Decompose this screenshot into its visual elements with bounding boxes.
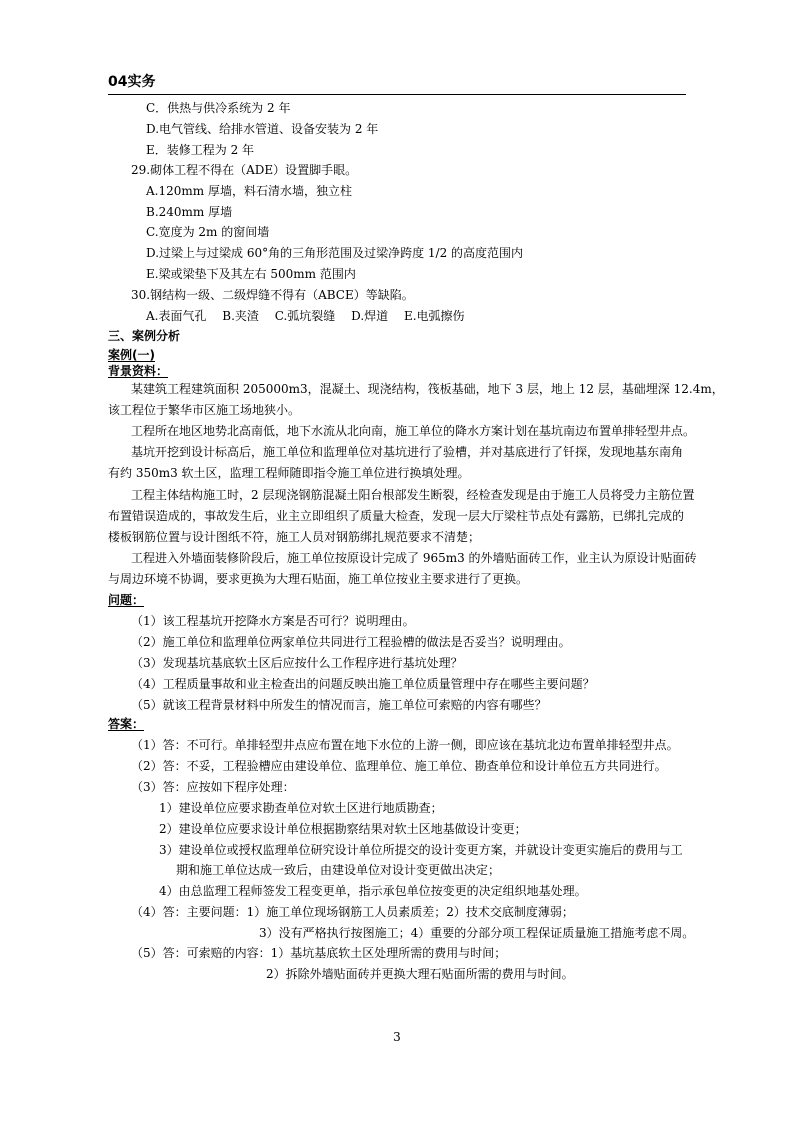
background-line: 工程所在地区地势北高南低，地下水流从北向南，施工单位的降水方案计划在基坑南边布置单排轻型井点。 <box>131 424 696 438</box>
background-line: 该工程位于繁华市区施工场地狭小。 <box>108 403 301 417</box>
question-29-option-a: A.120mm 厚墙，料石清水墙，独立柱 <box>146 184 352 198</box>
answer-step: 2）建设单位应要求设计单位根据勘察结果对软土区地基做设计变更； <box>159 822 527 836</box>
question-30-stem: 30.钢结构一级、二级焊缝不得有（ABCE）等缺陷。 <box>131 288 414 302</box>
answer-item: （4）答：主要问题：1）施工单位现场钢筋工人员素质差；2）技术交底制度薄弱； <box>131 905 574 919</box>
background-line: 基坑开挖到设计标高后，施工单位和监理单位对基坑进行了验槽，并对基底进行了钎探，发现地基东南角 <box>131 445 684 459</box>
page-number: 3 <box>393 1030 401 1044</box>
answer-item-continued: 2）拆除外墙贴面砖并更换大理石贴面所需的费用与时间。 <box>266 967 574 981</box>
question-30-options: A.表面气孔 B.夹渣 C.弧坑裂缝 D.焊道 E.电弧擦伤 <box>146 309 465 323</box>
question-29-stem: 29.砌体工程不得在（ADE）设置脚手眼。 <box>131 163 358 177</box>
question-29-option-c: C.宽度为 2m 的窗间墙 <box>146 225 270 239</box>
answer-item: （5）答：可索赔的内容：1）基坑基底软土区处理所需的费用与时间； <box>131 946 507 960</box>
questions-label: 问题： <box>108 593 145 607</box>
question-item: （4）工程质量事故和业主检查出的问题反映出施工单位质量管理中存在哪些主要问题？ <box>131 677 595 691</box>
question-item: （2）施工单位和监理单位两家单位共同进行工程验槽的做法是否妥当？说明理由。 <box>131 635 571 649</box>
background-line: 布置错误造成的，事故发生后，业主立即组织了质量大检查，发现一层大厅梁柱节点处有露筋，已绑扎完成的 <box>108 509 685 523</box>
question-item: （3）发现基坑基底软土区后应按什么工作程序进行基坑处理？ <box>131 656 463 670</box>
answer-item-continued: 3）没有严格执行按图施工；4）重要的分部分项工程保证质量施工措施考虑不周。 <box>259 926 695 940</box>
header-title: 04实务 <box>108 74 156 90</box>
question-29-option-e: E.梁或梁垫下及其左右 500mm 范围内 <box>146 267 356 281</box>
background-line: 工程进入外墙面装修阶段后，施工单位按原设计完成了 965m3 的外墙贴面砖工作，业主认为原设计贴面砖 <box>131 551 697 565</box>
question-29-option-d: D.过梁上与过梁成 60°角的三角形范围及过梁净跨度 1/2 的高度范围内 <box>146 246 524 260</box>
section-title: 三、案例分析 <box>108 329 181 343</box>
option-d: D.电气管线、给排水管道、设备安装为 2 年 <box>146 122 379 136</box>
answers-label: 答案： <box>108 717 145 731</box>
background-line: 某建筑工程建筑面积 205000m3，混凝土、现浇结构，筏板基础，地下 3 层，地上 12 层，基础埋深 12.4m， <box>131 382 724 396</box>
question-item: （1）该工程基坑开挖降水方案是否可行？说明理由。 <box>131 614 415 628</box>
answer-item: （1）答：不可行。单排轻型井点应布置在地下水位的上游一侧，即应该在基坑北边布置单排轻型井点。 <box>131 738 679 752</box>
answer-step: 3）建设单位或授权监理单位研究设计单位所提交的设计变更方案，并就设计变更实施后的费用与工 <box>159 843 683 857</box>
answer-step: 4）由总监理工程师签发工程变更单，指示承包单位按变更的决定组织地基处理。 <box>159 884 587 898</box>
background-line: 有约 350m3 软土区，监理工程师随即指令施工单位进行换填处理。 <box>108 466 470 480</box>
answer-item: （3）答：应按如下程序处理： <box>131 780 295 794</box>
question-29-option-b: B.240mm 厚墙 <box>146 205 233 219</box>
background-label: 背景资料： <box>108 364 169 378</box>
option-c: C．供热与供冷系统为 2 年 <box>146 101 291 115</box>
answer-step: 期和施工单位达成一致后，由建设单位对设计变更做出决定； <box>176 863 501 877</box>
answer-item: （2）答：不妥，工程验槽应由建设单位、监理单位、施工单位、勘查单位和设计单位五方共同进行。 <box>131 759 667 773</box>
page-header <box>108 72 686 95</box>
background-line: 与周边环境不协调，要求更换为大理石贴面，施工单位按业主要求进行了更换。 <box>108 572 529 586</box>
background-line: 工程主体结构施工时，2 层现浇钢筋混凝土阳台根部发生断裂，经检查发现是由于施工人员将受力主筋位置 <box>131 488 695 502</box>
question-item: （5）就该工程背景材料中所发生的情况而言，施工单位可索赔的内容有哪些？ <box>131 698 547 712</box>
option-e: E．装修工程为 2 年 <box>146 143 255 157</box>
background-line: 楼板钢筋位置与设计图纸不符，施工人员对钢筋绑扎规范要求不清楚； <box>108 530 481 544</box>
answer-step: 1）建设单位应要求勘查单位对软土区进行地质勘查； <box>159 801 443 815</box>
case-title: 案例(一) <box>108 348 155 362</box>
